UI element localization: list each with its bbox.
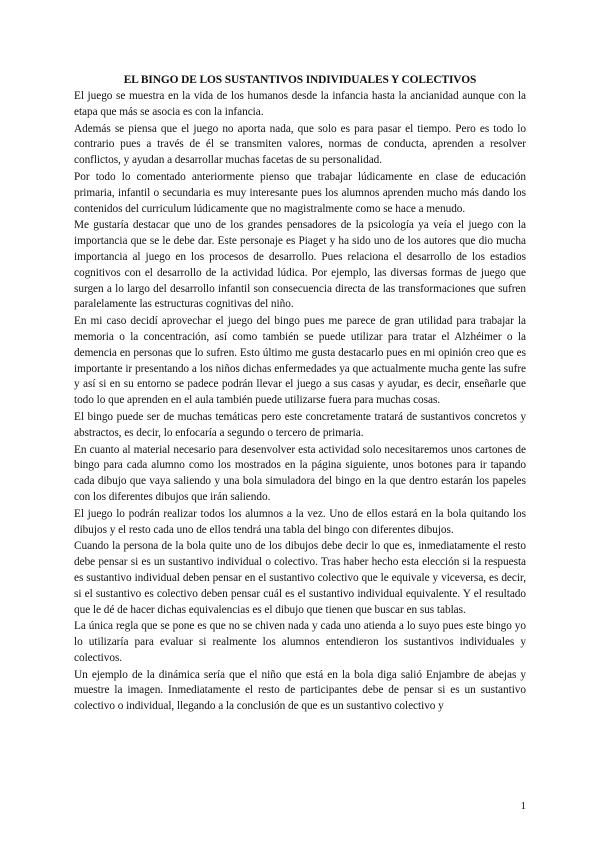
page-number: 1	[520, 800, 526, 812]
document-title: EL BINGO DE LOS SUSTANTIVOS INDIVIDUALES Y COLECTIVOS	[123, 74, 477, 86]
paragraph-2: Además se piensa que el juego no aporta nada, que solo es para pasar el tiempo. Pero es todo lo contrario pues a través de él se transmiten valores, normas de conducta, aprenden a resolver conflictos, y ayudan a desarrollar muchas facetas de su personalidad.	[74, 122, 526, 167]
paragraph-1: El juego se muestra en la vida de los humanos desde la infancia hasta la ancianidad aunque con la etapa que más se asocia es con la infancia.	[74, 90, 526, 118]
paragraph-9: Cuando la persona de la bola quite uno de los dibujos debe decir lo que es, inmediatamente el resto debe pensar si es un sustantivo individual o colectivo. Tras haber hecho esta elección si la respuesta es sustantivo individual deben pensar en el sustantivo colectivo que le equivale y viceversa, es decir, si el sustantivo es colectivo deben pensar cuál es el sustantivo individual equivalente. Y el resultado que le dé de hacer dichas equivalencias es el dibujo que tienen que buscar en sus tablas.	[74, 540, 526, 616]
paragraph-3: Por todo lo comentado anteriormente pienso que trabajar lúdicamente en clase de educación primaria, infantil o secundaria es muy interesante pues los alumnos aprenden mucho más dando los contenidos del curriculum lúdicamente que no magistralmente como se hace a menudo.	[74, 170, 526, 215]
paragraph-4: Me gustaría destacar que uno de los grandes pensadores de la psicología ya veía el juego con la importancia que se le debe dar. Este personaje es Piaget y ha sido uno de los autores que dio mucha importancia al juego en los procesos de desarrollo. Pues relaciona el desarrollo de los estadios cognitivos con el desarrollo de la actividad lúdica. Por ejemplo, las diversas formas de juego que surgen a lo largo del desarrollo infantil son consecuencia directa de las transformaciones que sufren paralelamente las estructuras cognitivas del niño.	[74, 219, 526, 311]
paragraph-10: La única regla que se pone es que no se chiven nada y cada uno atienda a lo suyo pues este bingo yo lo utilizaría para evaluar si realmente los alumnos entendieron los sustantivos individuales y colectivos.	[74, 620, 526, 664]
document-page	[74, 73, 526, 716]
paragraph-11: Un ejemplo de la dinámica sería que el niño que está en la bola diga salió Enjambre de abejas y muestre la imagen. Inmediatamente el resto de participantes debe de pensar si es un sustantivo colectivo o individual, llegando a la conclusión de que es un sustantivo colectivo y	[74, 668, 526, 713]
paragraph-5: En mi caso decidí aprovechar el juego del bingo pues me parece de gran utilidad para trabajar la memoria o la concentración, así como también se puede utilizar para tratar el Alzhéimer o la demencia en personas que lo sufren. Esto último me gusta destacarlo pues en mi opinión creo que es importante ir presentando a los niños dichas enfermedades ya que actualmente mucha gente las sufre y así si en su entorno se padece podrán llevar el juego a sus casas y ayudar, es decir, enseñarle que todo lo que aprenden en el aula también puede utilizarse fuera para muchas cosas.	[74, 315, 526, 407]
paragraph-7: En cuanto al material necesario para desenvolver esta actividad solo necesitaremos unos cartones de bingo para cada alumno como los mostrados en la página siguiente, unos botones para ir tapando cada dibujo que vaya saliendo y una bola simuladora del bingo en la que dentro estarán los papeles con los diferentes dibujos que irán saliendo.	[74, 443, 526, 503]
paragraph-6: El bingo puede ser de muchas temáticas pero este concretamente tratará de sustantivos concretos y abstractos, es decir, lo enfocaría a segundo o tercero de primaria.	[74, 410, 526, 439]
paragraph-8: El juego lo podrán realizar todos los alumnos a la vez. Uno de ellos estará en la bola quitando los dibujos y el resto cada uno de ellos tendrá una tabla del bingo con diferentes dibujos.	[74, 507, 526, 536]
